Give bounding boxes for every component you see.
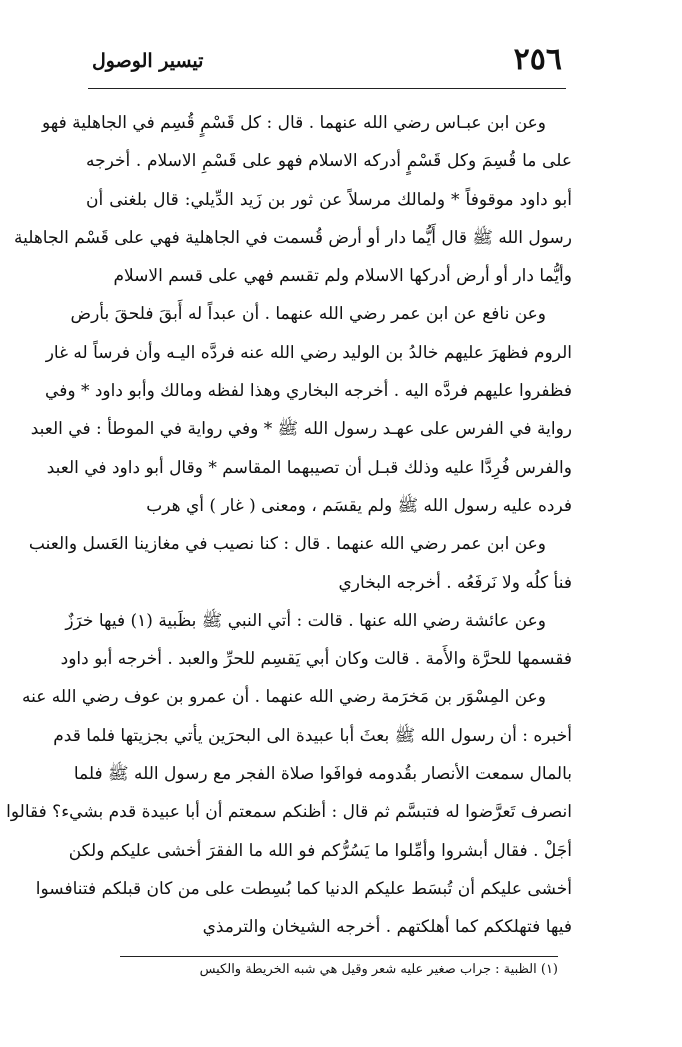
text-line: وعن عائشة رضي الله عنها . قالت : أتي النبي ﷺ بظَبية (١) فيها خرَزٌ: [65, 610, 546, 631]
page-number: ٢٥٦: [513, 42, 562, 77]
text-line: الروم فظهرَ عليهم خالدُ بن الوليد رضي الله عنه فردَّه اليـه وأن فرساً له غار: [45, 342, 572, 363]
paragraph-miswar: [6, 678, 572, 946]
running-title: تيسير الوصول: [92, 50, 204, 72]
text-line: وعن ابن عبـاس رضي الله عنهما . قال : كل قَسْمٍ قُسِم في الجاهلية فهو: [41, 113, 546, 133]
text-line: أخبره : أن رسول الله ﷺ بعثَ أبا عبيدة الى البحرَين يأتي بجزيتها فلما قدم: [53, 725, 572, 746]
paragraph-ibn-abbas: [13, 104, 572, 295]
text-line: على ما قُسِمَ وكل قَسْمٍ أدركه الاسلام فهو على قَسْمِ الاسلام . أخرجه: [86, 151, 572, 172]
text-line: أخشى عليكم أن تُبسَط عليكم الدنيا كما بُسِطت على من كان قبلكم فتنافسوا: [35, 878, 572, 899]
footnote-rule: [120, 956, 558, 957]
footnote: (١) الظبية : جراب صغير عليه شعر وقيل هي شبه الخريطة والكيس: [199, 962, 558, 977]
text-line: وأيُّما دار أو أرض أدركها الاسلام ولم تقسم فهي على قسم الاسلام: [113, 266, 572, 287]
text-line: والفرس فُرِدَّا عليه وذلك قبـل أن تصيبهما المقاسم * وقال أبو داود في العبد: [46, 457, 572, 478]
text-line: فظفروا عليهم فردَّه اليه . أخرجه البخاري وهذا لفظه ومالك وأبو داود * وفي: [45, 381, 572, 402]
paragraph-ibn-umar: [28, 525, 572, 602]
text-line: فنأ كلُه ولا نَرفَعُه . أخرجه البخاري: [338, 572, 572, 593]
text-line: وعن المِسْوَر بن مَخرَمة رضي الله عنهما . أن عمرو بن عوف رضي الله عنه: [21, 687, 546, 708]
text-line: فرده عليه رسول الله ﷺ ولم يقسَم ، ومعنى ( غار ) أي هرب: [146, 495, 572, 516]
text-line: وعن نافع عن ابن عمر رضي الله عنهما . أن عبداً له أَبقَ فلحقَ بأرض: [70, 304, 546, 325]
text-line: أبو داود موقوفاً * ولمالك مرسلاً عن ثور بن زَيد الدِّيلي: قال بلغنى أن: [86, 189, 572, 210]
body-text: [6, 104, 572, 947]
paragraph-nafi: [30, 295, 572, 525]
text-line: رواية في الفرس على عهـد رسول الله ﷺ * وفي رواية في الموطأ : في العبد: [30, 419, 572, 440]
text-line: أجَلْ . فقال أبشروا وأمِّلوا ما يَسُرُّكم فو الله ما الفقرَ أخشى عليكم ولكن: [68, 840, 572, 861]
text-line: فيها فتهلككم كما أهلكتهم . أخرجه الشيخان والترمذي: [202, 917, 572, 938]
text-line: انصرف تَعرَّضوا له فتبسَّم ثم قال : أظنكم سمعتم أن أبا عبيدة قدم بشيء؟ فقالوا: [6, 802, 572, 823]
text-line: فقسمها للحرَّة والأَمة . قالت وكان أبي يَقسِم للحرِّ والعبد . أخرجه أبو داود: [60, 649, 572, 670]
text-line: وعن ابن عمر رضي الله عنهما . قال : كنا نصيب في مغازينا العَسل والعنب: [28, 534, 546, 555]
header-rule: [88, 88, 566, 89]
text-line: بالمال سمعت الأنصار بقُدومه فوافَوا صلاة الفجر مع رسول الله ﷺ فلما: [73, 764, 572, 785]
paragraph-aisha: [60, 602, 572, 679]
page-header: [92, 40, 562, 90]
text-line: رسول الله ﷺ قال أَيُّما دار أو أرض قُسمت في الجاهلية فهي على قَسْم الجاهلية: [13, 227, 572, 248]
